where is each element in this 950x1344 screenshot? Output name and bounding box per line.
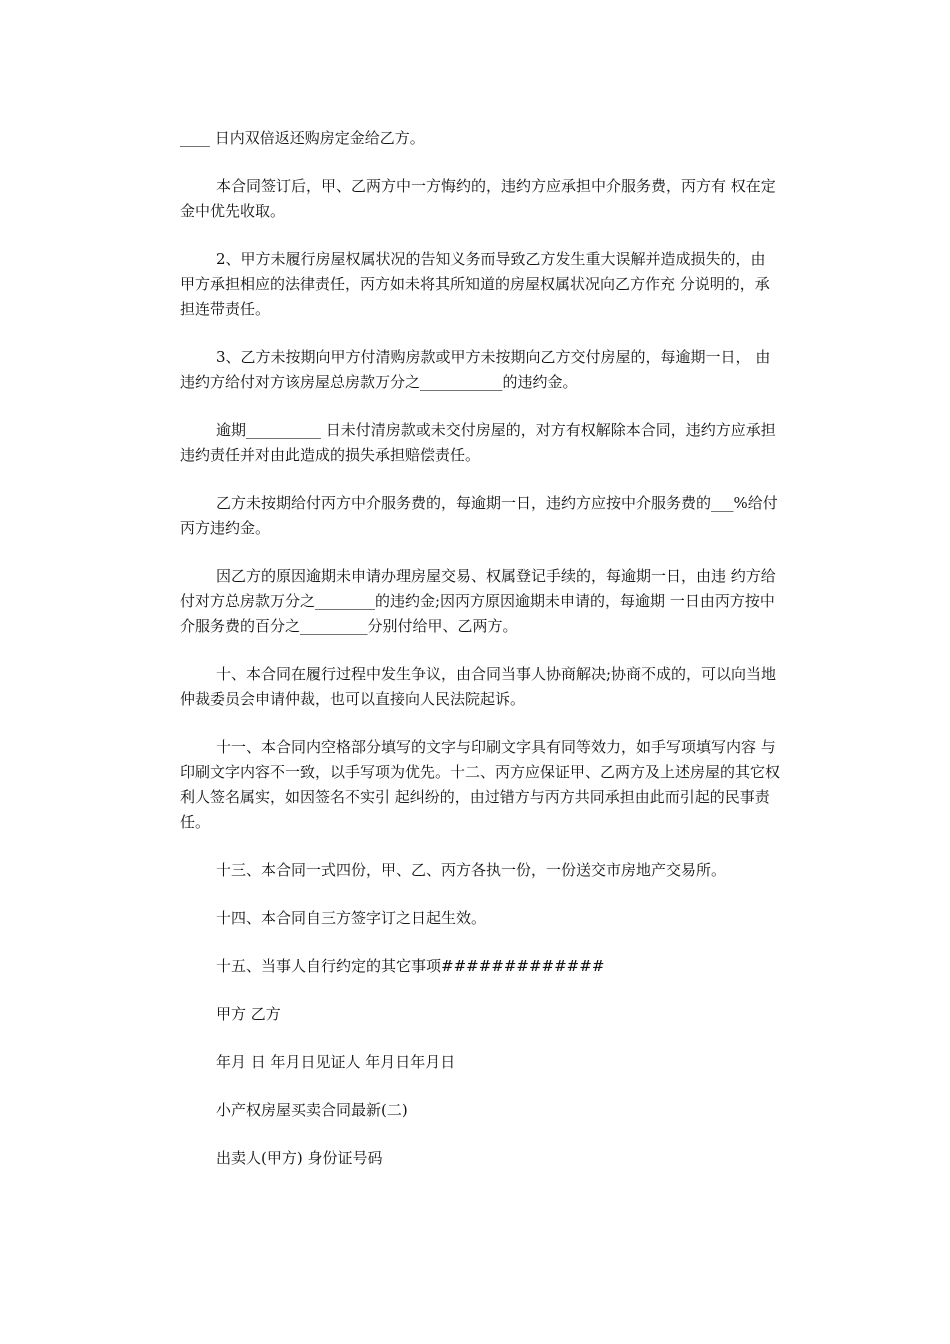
paragraph-refund-deposit: ____ 日内双倍返还购房定金给乙方。: [180, 129, 425, 147]
paragraph-agency-fee-penalty: 乙方未按期给付丙方中介服务费的，每逾期一日，违约方应按中介服务费的___%给付丙方违约金。: [180, 494, 778, 537]
seller-id-line: 出卖人(甲方) 身份证号码: [216, 1149, 383, 1167]
paragraph-clause-2: 2、甲方未履行房屋权属状况的告知义务而导致乙方发生重大误解并造成损失的，由甲方承担相应的法律责任，丙方如未将其所知道的房屋权属状况向乙方作充 分说明的，承担连带责任。: [180, 250, 770, 318]
signature-parties-line: 甲方 乙方: [216, 1005, 281, 1023]
paragraph-clause-14: 十四、本合同自三方签字订之日起生效。: [216, 909, 487, 927]
paragraph-registration-delay: 因乙方的原因逾期未申请办理房屋交易、权属登记手续的，每逾期一日，由违 约方给付对方总房款万分之________的违约金;因丙方原因逾期未申请的，每逾期 一日由丙方按中介服务费的百分之_________分别付给甲、乙两方。: [180, 567, 776, 635]
section-heading: 小产权房屋买卖合同最新(二): [216, 1101, 408, 1119]
paragraph-overdue-termination: 逾期__________ 日未付清房款或未交付房屋的，对方有权解除本合同，违约方应承担违约责任并对由此造成的损失承担赔偿责任。: [180, 421, 776, 464]
paragraph-clause-10: 十、本合同在履行过程中发生争议，由合同当事人协商解决;协商不成的，可以向当地仲裁委员会申请仲裁，也可以直接向人民法院起诉。: [180, 665, 777, 708]
paragraph-clause-3: 3、乙方未按期向甲方付清购房款或甲方未按期向乙方交付房屋的，每逾期一日， 由违约方给付对方该房屋总房款万分之___________的违约金。: [180, 348, 771, 391]
paragraph-breach-service-fee: 本合同签订后，甲、乙两方中一方悔约的，违约方应承担中介服务费，丙方有 权在定金中优先收取。: [180, 177, 776, 220]
paragraph-clause-13: 十三、本合同一式四份，甲、乙、丙方各执一份，一份送交市房地产交易所。: [216, 861, 727, 879]
paragraph-clause-11-12: 十一、本合同内空格部分填写的文字与印刷文字具有同等效力，如手写项填写内容 与印刷文字内容不一致，以手写项为优先。十二、丙方应保证甲、乙两方及上述房屋的其它权利人签名属实，如因签名不实引 起纠纷的，由过错方与丙方共同承担由此而引起的民事责任。: [180, 738, 781, 831]
document-body: [180, 126, 780, 1171]
signature-dates-line: 年月 日 年月日见证人 年月日年月日: [216, 1053, 456, 1071]
paragraph-clause-15: 十五、当事人自行约定的其它事项#############: [216, 957, 605, 975]
